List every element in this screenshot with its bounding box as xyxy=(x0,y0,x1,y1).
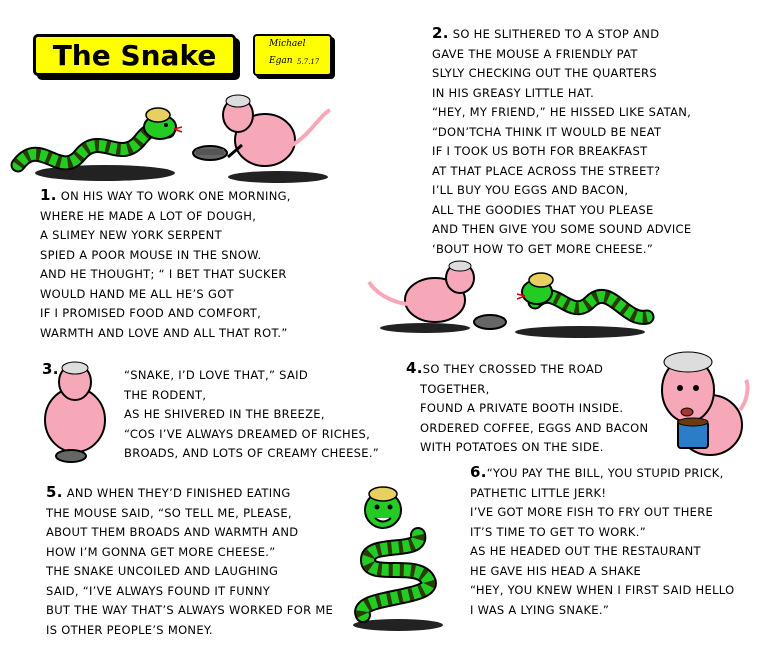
signature-name-last: Egan xyxy=(269,56,293,66)
stanza-4-number: 4. xyxy=(406,359,423,377)
stanza-5 xyxy=(46,483,333,640)
coiled-snake-illustration xyxy=(348,485,448,635)
stanza-5-line: THE MOUSE SAID, “SO TELL ME, PLEASE, xyxy=(46,505,292,520)
stanza-1-number: 1. xyxy=(40,186,57,204)
stanza-6-line: HE GAVE HIS HEAD A SHAKE xyxy=(470,563,642,578)
stanza-2-line: IF I TOOK US BOTH FOR BREAKFAST xyxy=(432,144,648,158)
stanza-2-line: I’LL BUY YOU EGGS AND BACON, xyxy=(432,183,629,197)
stanza-2-line: AND THEN GIVE YOU SOME SOUND ADVICE xyxy=(432,222,692,236)
stanza-1-line: A SLIMEY NEW YORK SERPENT xyxy=(40,228,222,242)
signature-date: 5.7.17 xyxy=(297,58,320,66)
stanza-5-line: BUT THE WAY THAT’S ALWAYS WORKED FOR ME xyxy=(46,603,334,617)
stanza-1-line: IF I PROMISED FOOD AND COMFORT, xyxy=(40,306,262,320)
stanza-5-line: AND WHEN THEY’D FINISHED EATING xyxy=(66,486,291,500)
stanza-6-number: 6. xyxy=(470,463,487,481)
title-banner xyxy=(33,34,236,76)
stanza-2-line: ALL THE GOODIES THAT YOU PLEASE xyxy=(432,202,654,217)
stanza-5-number: 5. xyxy=(46,483,63,501)
stanza-6-line: AS HE HEADED OUT THE RESTAURANT xyxy=(470,544,701,558)
stanza-1-line: WHERE HE MADE A LOT OF DOUGH, xyxy=(40,208,257,223)
stanza-4-line: WITH POTATOES ON THE SIDE. xyxy=(420,440,604,454)
stanza-4 xyxy=(406,359,648,458)
stanza-3-number: 3. xyxy=(42,360,59,378)
mouse-with-coffee-illustration xyxy=(650,350,750,460)
stanza-6-line: PATHETIC LITTLE JERK! xyxy=(470,485,607,500)
stanza-5-line: ABOUT THEM BROADS AND WARMTH AND xyxy=(46,525,299,539)
stanza-3-line: “COS I’VE ALWAYS DREAMED OF RICHES, xyxy=(124,426,371,441)
stanza-2-line: IN HIS GREASY LITTLE HAT. xyxy=(432,85,595,100)
stanza-3-line: THE RODENT, xyxy=(124,387,207,402)
snake-and-mouse-illustration-2 xyxy=(365,262,655,342)
stanza-2-line: AT THAT PLACE ACROSS THE STREET? xyxy=(432,163,661,178)
signature-name-first: Michael xyxy=(269,39,306,49)
stanza-3-line: “SNAKE, I’D LOVE THAT,” SAID xyxy=(124,368,309,382)
stanza-1-line: AND HE THOUGHT; “ I BET THAT SUCKER xyxy=(40,267,287,281)
stanza-5-line: IS OTHER PEOPLE’S MONEY. xyxy=(46,622,213,637)
stanza-2-line: GAVE THE MOUSE A FRIENDLY PAT xyxy=(432,46,638,61)
stanza-5-line: SAID, “I’VE ALWAYS FOUND IT FUNNY xyxy=(46,583,271,598)
page-title: The Snake xyxy=(52,38,217,72)
stanza-6 xyxy=(470,463,734,620)
stanza-2-line: SO HE SLITHERED TO A STOP AND xyxy=(452,27,660,41)
stanza-4-line: FOUND A PRIVATE BOOTH INSIDE. xyxy=(420,401,624,415)
stanza-2-line: SLYLY CHECKING OUT THE QUARTERS xyxy=(432,66,657,80)
stanza-2-line: “DON’TCHA THINK IT WOULD BE NEAT xyxy=(432,124,662,139)
stanza-1 xyxy=(40,186,291,343)
stanza-6-line: I’VE GOT MORE FISH TO FRY OUT THERE xyxy=(470,505,714,519)
signature-box xyxy=(253,34,332,76)
stanza-6-line: “YOU PAY THE BILL, YOU STUPID PRICK, xyxy=(486,466,724,480)
stanza-1-line: ON HIS WAY TO WORK ONE MORNING, xyxy=(60,189,291,203)
stanza-1-line: WARMTH AND LOVE AND ALL THAT ROT.” xyxy=(40,325,288,340)
stanza-4-line: SO THEY CROSSED THE ROAD xyxy=(422,362,604,376)
stanza-1-line: WOULD HAND ME ALL HE’S GOT xyxy=(40,286,234,301)
stanza-3-line: BROADS, AND LOTS OF CREAMY CHEESE.” xyxy=(124,446,380,460)
stanza-2-line: “HEY, MY FRIEND,” HE HISSED LIKE SATAN, xyxy=(432,105,692,119)
stanza-3 xyxy=(124,366,379,464)
stanza-5-line: HOW I’M GONNA GET MORE CHEESE.” xyxy=(46,544,276,559)
stanza-4-line: ORDERED COFFEE, EGGS AND BACON xyxy=(420,420,649,435)
stanza-2-number: 2. xyxy=(432,24,449,42)
stanza-5-line: THE SNAKE UNCOILED AND LAUGHING xyxy=(46,564,279,578)
stanza-1-line: SPIED A POOR MOUSE IN THE SNOW. xyxy=(40,247,262,262)
stanza-6-line: IT’S TIME TO GET TO WORK.” xyxy=(470,524,646,539)
stanza-6-line: “HEY, YOU KNEW WHEN I FIRST SAID HELLO xyxy=(470,583,735,597)
stanza-6-line: I WAS A LYING SNAKE.” xyxy=(470,602,610,617)
stanza-3-line: AS HE SHIVERED IN THE BREEZE, xyxy=(124,407,325,421)
stanza-2 xyxy=(432,24,691,259)
stanza-4-line: TOGETHER, xyxy=(420,381,490,396)
mouse-shivering-illustration xyxy=(35,360,115,470)
snake-and-mouse-illustration-1 xyxy=(10,95,340,195)
stanza-2-line: ‘BOUT HOW TO GET MORE CHEESE.” xyxy=(432,241,654,256)
